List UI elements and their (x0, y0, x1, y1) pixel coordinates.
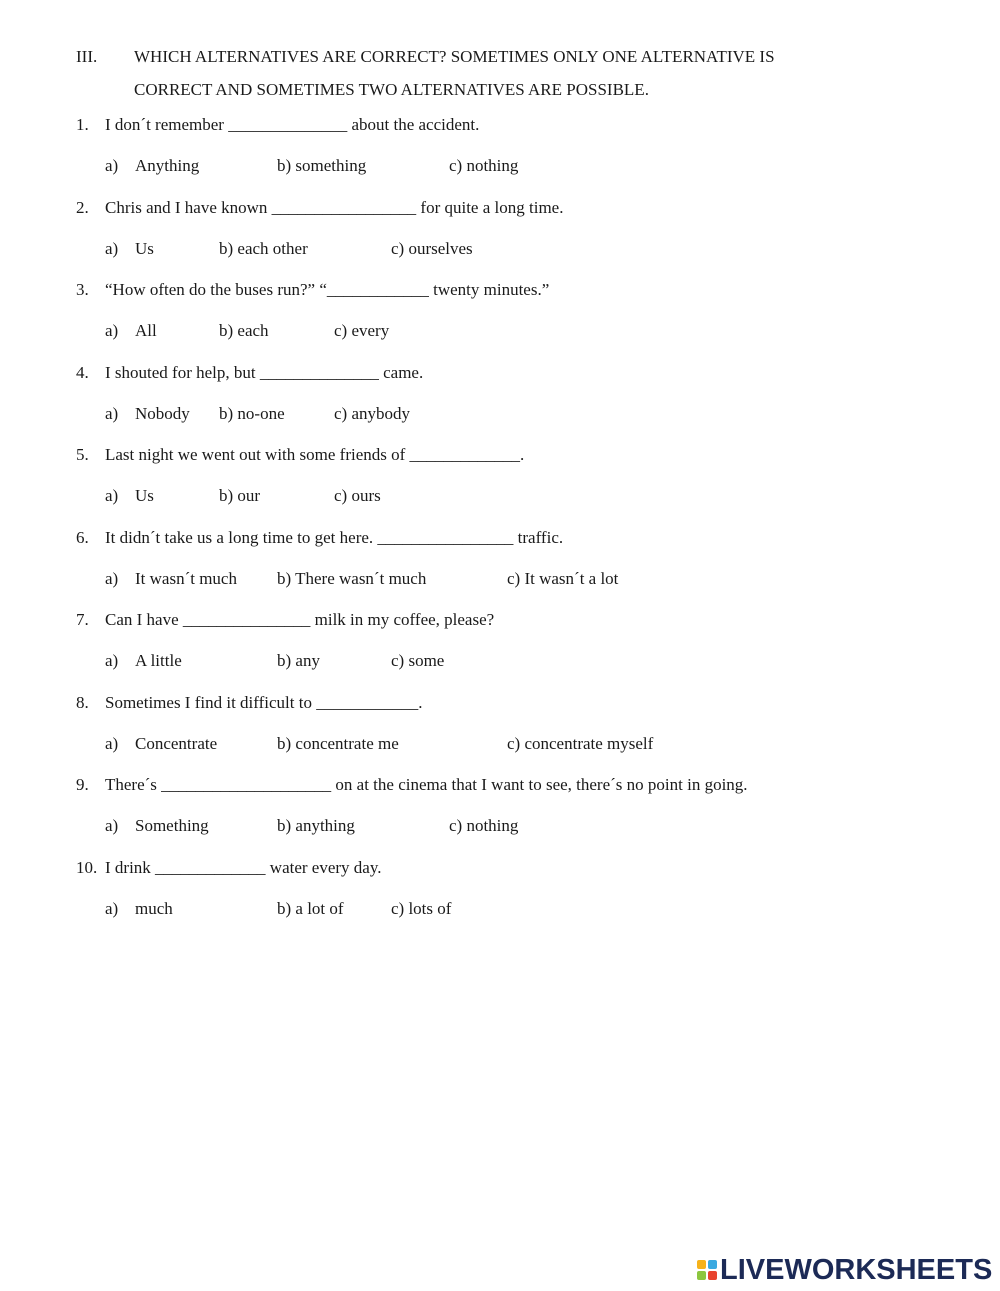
option-a: a) It wasn´t much (105, 568, 237, 588)
option-a: a) Anything (105, 156, 200, 175)
question-number: 6. (76, 527, 89, 547)
question-number: 3. (76, 280, 89, 299)
instructions-text-2: CORRECT AND SOMETIMES TWO ALTERNATIVES ARE POSSIBLE. (134, 80, 649, 99)
option-b: b) no-one (219, 403, 285, 423)
question-number: 9. (76, 775, 89, 794)
instructions-line-2 (76, 79, 956, 112)
question-text: It didn´t take us a long time to get here. ________________ traffic. (105, 527, 564, 547)
option-c: c) concentrate myself (507, 733, 654, 753)
option-c: c) It wasn´t a lot (507, 568, 619, 588)
question-number: 7. (76, 610, 89, 629)
question-list (76, 114, 976, 939)
question-text: Last night we went out with some friends of _____________. (105, 445, 525, 464)
question-2 (76, 197, 976, 280)
question-10 (76, 857, 976, 940)
option-c: c) ours (334, 486, 381, 505)
option-a: a) Us (105, 238, 154, 258)
question-text: Sometimes I find it difficult to ____________. (105, 692, 423, 712)
question-3 (76, 279, 976, 362)
question-text: I drink _____________ water every day. (105, 857, 382, 877)
option-b: b) our (219, 486, 261, 505)
question-6 (76, 527, 976, 610)
question-number: 4. (76, 362, 89, 382)
option-a: a) Something (105, 816, 209, 835)
question-1 (76, 114, 976, 197)
question-text: Can I have _______________ milk in my coffee, please? (105, 610, 495, 629)
instructions-text-1: WHICH ALTERNATIVES ARE CORRECT? SOMETIMES ONLY ONE ALTERNATIVE IS (134, 47, 775, 66)
option-a: a) Concentrate (105, 733, 218, 753)
question-7 (76, 609, 976, 692)
option-c: c) anybody (334, 403, 411, 423)
option-c: c) every (334, 321, 390, 340)
option-b: b) a lot of (277, 898, 344, 918)
option-c: c) nothing (449, 156, 519, 175)
question-number: 10. (76, 857, 98, 877)
option-c: c) lots of (391, 898, 452, 918)
option-a: a) Nobody (105, 403, 190, 423)
option-a: a) much (105, 898, 173, 918)
option-c: c) some (391, 651, 445, 670)
option-b: b) each (219, 321, 269, 340)
logo-blocks-icon (697, 1260, 717, 1280)
question-4 (76, 362, 976, 445)
question-text: “How often do the buses run?” “____________ twenty minutes.” (105, 280, 550, 299)
instructions-line-1 (76, 46, 956, 79)
option-a: a) All (105, 321, 157, 340)
option-b: b) anything (277, 816, 355, 835)
question-text: I don´t remember ______________ about the accident. (105, 115, 480, 134)
question-5 (76, 444, 976, 527)
question-8 (76, 692, 976, 775)
question-text: There´s ____________________ on at the cinema that I want to see, there´s no point in going. (105, 775, 748, 794)
question-number: 5. (76, 445, 89, 464)
question-text: Chris and I have known _________________ for quite a long time. (105, 197, 564, 217)
option-c: c) ourselves (391, 238, 473, 258)
option-a: a) A little (105, 651, 182, 670)
question-number: 1. (76, 115, 89, 134)
question-number: 8. (76, 692, 89, 712)
option-b: b) any (277, 651, 320, 670)
section-number: III. (76, 47, 98, 66)
option-b: b) concentrate me (277, 733, 399, 753)
question-number: 2. (76, 197, 89, 217)
option-a: a) Us (105, 486, 154, 505)
option-b: b) each other (219, 238, 308, 258)
option-b: b) There wasn´t much (277, 568, 427, 588)
option-c: c) nothing (449, 816, 519, 835)
option-b: b) something (277, 156, 367, 175)
liveworksheets-logo (697, 1254, 992, 1286)
question-9 (76, 774, 976, 857)
question-text: I shouted for help, but ______________ came. (105, 362, 424, 382)
logo-text: LIVEWORKSHEETS (720, 1254, 993, 1286)
instructions-header (76, 46, 956, 112)
